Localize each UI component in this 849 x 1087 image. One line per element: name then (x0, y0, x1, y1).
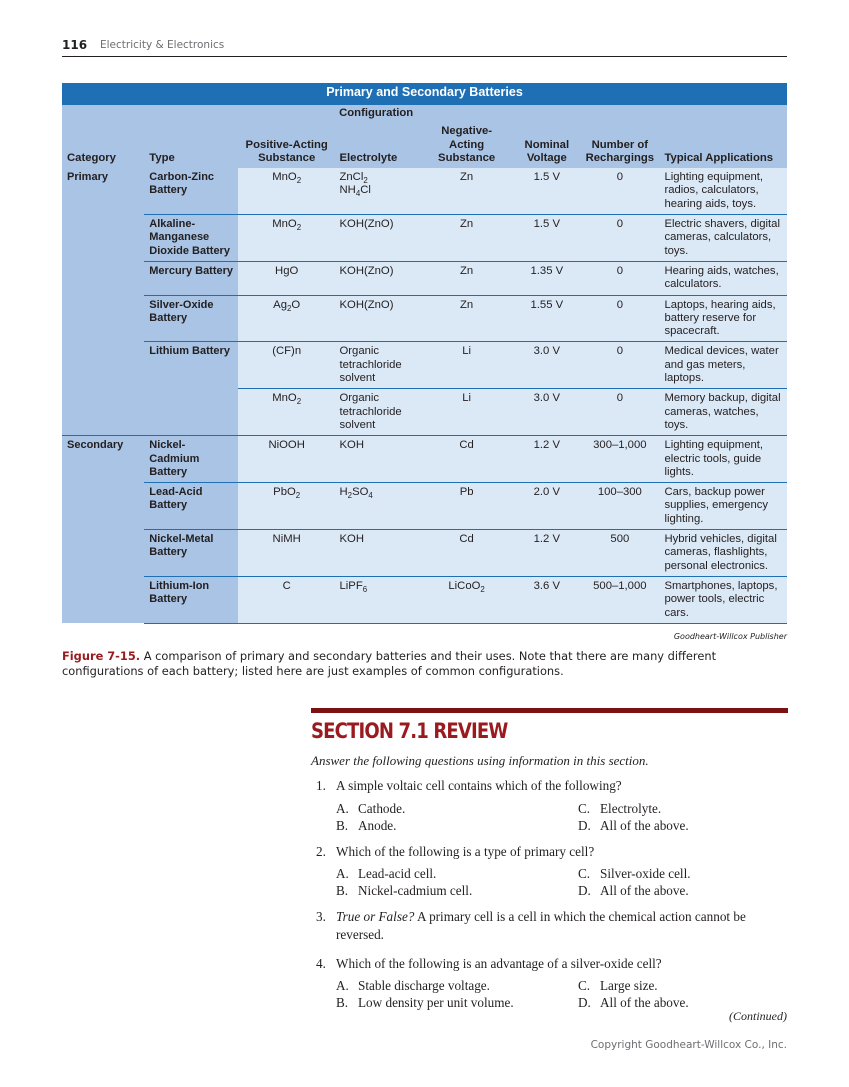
option-letter: A. (336, 978, 349, 993)
question-text: Which of the following is an advantage of a silver-oxide cell? (336, 956, 662, 971)
electrolyte-cell: Organic tetrachloride solvent (335, 389, 419, 436)
table-row (62, 530, 787, 577)
electrolyte-cell: KOH(ZnO) (335, 295, 419, 342)
batteries-table (62, 83, 787, 624)
positive-cell: NiMH (238, 530, 335, 577)
answer-option (578, 865, 691, 883)
option-text: Electrolyte. (600, 801, 662, 816)
question-text (316, 908, 786, 944)
answer-option (578, 882, 689, 900)
recharges-cell: 100–300 (579, 483, 659, 530)
type-cell: Carbon-Zinc Battery (144, 168, 238, 214)
option-letter: C. (578, 801, 591, 816)
figure-caption-text: A comparison of primary and secondary batteries and their uses. Note that there are many different configurations of each battery; listed here are just examples of common configurations. (62, 649, 717, 678)
type-cell: Silver-Oxide Battery (144, 295, 238, 342)
option-letter: A. (336, 866, 349, 881)
negative-cell: Zn (419, 168, 514, 214)
table-row (62, 295, 787, 342)
recharges-cell: 0 (579, 389, 659, 436)
negative-cell: LiCoO$_2$ (419, 576, 514, 623)
page-number: 116 (62, 38, 88, 52)
option-letter: B. (336, 883, 349, 898)
figure-label: Figure 7-15. (62, 649, 141, 663)
recharges-cell: 0 (579, 168, 659, 214)
electrolyte-cell: KOH(ZnO) (335, 215, 419, 262)
positive-cell: MnO$_2$ (238, 389, 335, 436)
electrolyte-cell: KOH (335, 530, 419, 577)
answer-option (336, 817, 396, 835)
applications-cell: Memory backup, digital cameras, watches, toys. (659, 389, 787, 436)
positive-cell: HgO (238, 261, 335, 295)
answer-option (336, 977, 490, 995)
table-caption: Primary and Secondary Batteries (62, 83, 787, 105)
negative-cell: Li (419, 342, 514, 389)
recharges-cell: 0 (579, 295, 659, 342)
recharges-cell: 0 (579, 342, 659, 389)
positive-cell: MnO$_2$ (238, 215, 335, 262)
continued-label: (Continued) (729, 1009, 787, 1023)
answer-option (336, 865, 436, 883)
book-title: Electricity & Electronics (100, 39, 225, 51)
option-text: Silver-oxide cell. (600, 866, 691, 881)
question-2 (316, 843, 786, 861)
type-cell: Mercury Battery (144, 261, 238, 295)
recharges-cell: 300–1,000 (579, 436, 659, 483)
category-secondary: Secondary (62, 436, 144, 624)
question-number: 1. (316, 778, 326, 793)
type-cell: Lithium-Ion Battery (144, 576, 238, 623)
positive-cell: C (238, 576, 335, 623)
answer-option (336, 994, 514, 1012)
option-text: Low density per unit volume. (358, 995, 514, 1010)
electrolyte-cell: KOH(ZnO) (335, 261, 419, 295)
recharges-cell: 0 (579, 261, 659, 295)
recharges-cell: 500–1,000 (579, 576, 659, 623)
option-letter: D. (578, 995, 591, 1010)
option-text: Lead-acid cell. (358, 866, 437, 881)
positive-cell: NiOOH (238, 436, 335, 483)
table-row (62, 261, 787, 295)
header-configuration: Configuration (238, 105, 514, 122)
table-row (62, 215, 787, 262)
positive-cell: (CF)n (238, 342, 335, 389)
copyright: Copyright Goodheart-Willcox Co., Inc. (590, 1039, 787, 1051)
voltage-cell: 1.35 V (513, 261, 579, 295)
negative-cell: Zn (419, 215, 514, 262)
answer-option (578, 800, 661, 818)
question-3 (316, 908, 786, 944)
applications-cell: Smartphones, laptops, power tools, electric cars. (659, 576, 787, 623)
header-voltage: Nominal Voltage (513, 105, 579, 168)
answer-option (578, 994, 689, 1012)
question-text: Which of the following is a type of primary cell? (336, 844, 595, 859)
answer-option (578, 817, 689, 835)
question-number: 4. (316, 956, 326, 971)
option-letter: B. (336, 995, 349, 1010)
negative-cell: Cd (419, 530, 514, 577)
header-type: Type (144, 105, 238, 168)
question-text: A simple voltaic cell contains which of the following? (336, 778, 622, 793)
voltage-cell: 3.6 V (513, 576, 579, 623)
answer-option (336, 882, 472, 900)
voltage-cell: 1.5 V (513, 215, 579, 262)
table-row (62, 436, 787, 483)
type-cell: Lead-Acid Battery (144, 483, 238, 530)
type-cell: Nickel-Cadmium Battery (144, 436, 238, 483)
voltage-cell: 3.0 V (513, 342, 579, 389)
applications-cell: Lighting equipment, radios, calculators, hearing aids, toys. (659, 168, 787, 214)
table-row (62, 168, 787, 214)
table-row (62, 483, 787, 530)
voltage-cell: 3.0 V (513, 389, 579, 436)
table-row (62, 576, 787, 623)
question-1 (316, 777, 786, 795)
page-header (62, 38, 787, 57)
option-text: Large size. (600, 978, 658, 993)
option-letter: D. (578, 818, 591, 833)
header-positive: Positive-Acting Substance (238, 122, 335, 168)
option-text: All of the above. (600, 883, 689, 898)
header-category: Category (62, 105, 144, 168)
option-letter: C. (578, 978, 591, 993)
type-cell: Lithium Battery (144, 342, 238, 436)
voltage-cell: 1.5 V (513, 168, 579, 214)
question-body: A primary cell is a cell in which the chemical action cannot be reversed. (336, 909, 746, 942)
figure-caption (62, 649, 787, 679)
table-row (62, 342, 787, 389)
applications-cell: Hybrid vehicles, digital cameras, flashlights, personal electronics. (659, 530, 787, 577)
applications-cell: Laptops, hearing aids, battery reserve for spacecraft. (659, 295, 787, 342)
type-cell: Nickel-Metal Battery (144, 530, 238, 577)
type-cell: Alkaline-Manganese Dioxide Battery (144, 215, 238, 262)
option-text: Nickel-cadmium cell. (358, 883, 473, 898)
option-text: All of the above. (600, 995, 689, 1010)
voltage-cell: 1.55 V (513, 295, 579, 342)
electrolyte-cell: ZnCl$_2$ $NH_4Cl$ (335, 168, 419, 214)
option-text: Stable discharge voltage. (358, 978, 490, 993)
review-instructions: Answer the following questions using information in this section. (311, 753, 649, 768)
recharges-cell: 500 (579, 530, 659, 577)
negative-cell: Zn (419, 295, 514, 342)
header-applications: Typical Applications (659, 105, 787, 168)
option-text: All of the above. (600, 818, 689, 833)
applications-cell: Cars, backup power supplies, emergency lighting. (659, 483, 787, 530)
negative-cell: Cd (419, 436, 514, 483)
question-4 (316, 955, 786, 973)
voltage-cell: 1.2 V (513, 436, 579, 483)
negative-cell: Li (419, 389, 514, 436)
category-primary: Primary (62, 168, 144, 436)
applications-cell: Hearing aids, watches, calculators. (659, 261, 787, 295)
electrolyte-cell: LiPF$_6$ (335, 576, 419, 623)
question-number: 3. (316, 909, 326, 924)
voltage-cell: 1.2 V (513, 530, 579, 577)
review-divider (311, 708, 788, 713)
recharges-cell: 0 (579, 215, 659, 262)
option-letter: C. (578, 866, 591, 881)
option-text: Cathode. (358, 801, 406, 816)
voltage-cell: 2.0 V (513, 483, 579, 530)
negative-cell: Zn (419, 261, 514, 295)
applications-cell: Lighting equipment, electric tools, guide lights. (659, 436, 787, 483)
header-recharges: Number of Rechargings (579, 105, 659, 168)
electrolyte-cell: Organic tetrachloride solvent (335, 342, 419, 389)
positive-cell: MnO$_2$ (238, 168, 335, 214)
review-title: SECTION 7.1 REVIEW (311, 719, 508, 743)
applications-cell: Electric shavers, digital cameras, calculators, toys. (659, 215, 787, 262)
option-letter: A. (336, 801, 349, 816)
option-letter: B. (336, 818, 349, 833)
electrolyte-cell: $H_2SO_4$ (335, 483, 419, 530)
applications-cell: Medical devices, water and gas meters, laptops. (659, 342, 787, 389)
positive-cell: PbO$_2$ (238, 483, 335, 530)
positive-cell: $Ag_2O$ (238, 295, 335, 342)
figure-credit: Goodheart-Willcox Publisher (673, 632, 787, 641)
question-number: 2. (316, 844, 326, 859)
option-letter: D. (578, 883, 591, 898)
answer-option (336, 800, 405, 818)
negative-cell: Pb (419, 483, 514, 530)
header-negative: Negative-Acting Substance (419, 122, 514, 168)
option-text: Anode. (358, 818, 397, 833)
answer-option (578, 977, 658, 995)
header-electrolyte: Electrolyte (335, 122, 419, 168)
electrolyte-cell: KOH (335, 436, 419, 483)
true-false-prefix: True or False? (336, 909, 415, 924)
